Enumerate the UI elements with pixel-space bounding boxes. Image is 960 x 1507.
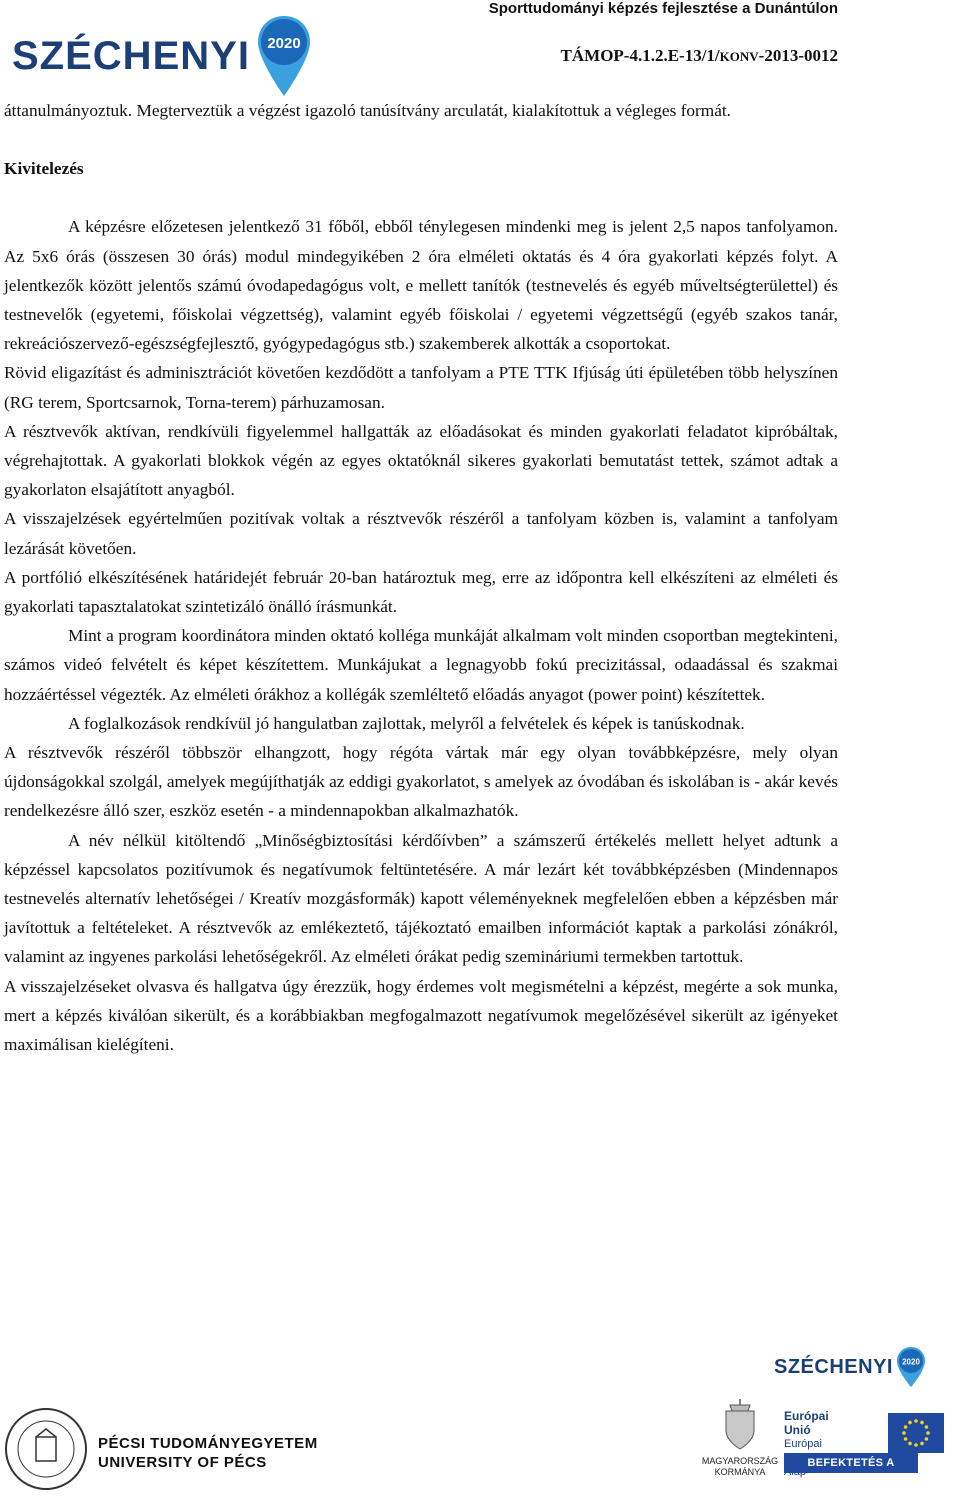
paragraph: A résztvevők részéről többször elhangzott, hogy régóta vártak már egy olyan továbbképzésre, mely olyan újdonságokkal szolgál, amelyek megújíthatják az eddigi gyakorlatot, s amelyek az óvodában és iskolában is - akár kevés rendelkezésre álló szer, eszköz esetén - a mindennapokban alkalmazhatók. <box>4 743 838 821</box>
government-logo <box>700 1397 780 1478</box>
eu-line1: Európai Unió <box>784 1409 829 1437</box>
header-org <box>489 0 838 18</box>
paragraph: A résztvevők aktívan, rendkívüli figyelemmel hallgatták az előadásokat és minden gyakorlati feladatot kipróbáltak, végrehajtottak. A gyakorlati blokkok végén az egyes oktatóknál sikeres gyakorlati bemutatást tettek, számot adtak a gyakorlaton elsajátított anyagból. <box>4 421 838 500</box>
paragraph: A foglalkozások rendkívül jó hangulatban zajlottak, melyről a felvételek és képek is tanúskodnak. <box>68 713 745 733</box>
paragraph: A portfólió elkészítésének határidejét február 20-ban határoztuk meg, erre az időpontra kell elkészíteni az elméleti és gyakorlati tapasztalatokat szintetizáló önálló írásmunkát. <box>4 567 838 617</box>
project-prefix: TÁMOP-4.1.2.E-13/1/ <box>560 46 720 65</box>
paragraph: A képzésre előzetesen jelentkező 31 főből, ebből ténylegesen mindenki meg is jelent 2,5 napos tanfolyamon. Az 5x6 órás (összesen 30 órás) modul mindegyikében 2 óra elméleti oktatás és 4 óra gyakorlati képzés folyt. A jelentkezők között jelentős számú óvodapedagógus volt, e mellett tanítók (testnevelés és egyéb műveltségterülettel) és testnevelők (egyetemi, főiskolai végzettség), valamint egyéb főiskolai / egyetemi végzettségű (egyéb szakos tanár, rekreációszervező-egészségfejlesztő, gyógypedagógus stb.) szakemberek alkották a csoportokat. <box>4 217 838 354</box>
project-sc: KONV <box>719 49 759 64</box>
szechenyi-logo-text: SZÉCHENYI <box>12 33 250 78</box>
paragraph: A visszajelzések egyértelműen pozitívak voltak a résztvevők részéről a tanfolyam közben is, valamint a tanfolyam lezárását követően. <box>4 509 838 558</box>
coat-of-arms-icon <box>720 1397 760 1451</box>
invest-banner: BEFEKTETÉS A JÖVŐBE <box>784 1453 918 1473</box>
paragraph: A visszajelzéseket olvasva és hallgatva úgy érezzük, hogy érdemes volt megismételni a képzést, megérte a sok munka, mert a képzés kiválóan sikerült, és a korábbiakban megfogalmazott negatívumok megelőzésével sikerült az igényeket maximálisan kielégíteni. <box>4 976 838 1055</box>
paragraph: Mint a program koordinátora minden oktató kolléga munkáját alkalmam volt minden csoportban megtekinteni, számos videó felvételt és képet készítettem. Munkájukat a legnagyobb fokú precizitással, odaadással és szakmai hozzáértéssel végezték. Az elméleti órákhoz a kollégák szemléltető előadás anyagot (power point) készítettek. <box>4 626 838 704</box>
project-code <box>561 46 838 66</box>
logo-year: 2020 <box>267 35 301 52</box>
szechenyi-logo <box>12 14 312 98</box>
university-name <box>98 1435 318 1471</box>
paragraph: A név nélkül kitöltendő „Minőségbiztosítási kérdőívben” a számszerű értékelés mellett helyet adtunk a képzéssel kapcsolatos pozitívumok és negatívumok feltüntetésére. A már lezárt két továbbképzésben (Mindennapos testnevelés alternatív lehetőségei / Kreatív mozgásformák) kapott véleményeknek megfelelően ebben a képzésben már javítottuk a feltételeket. A résztvevők az emlékeztető, tájékoztató emailben információt kaptak a parkolási zónákról, valamint az ingyenes parkolási lehetőségekről. Az elméleti órákat pedig szemináriumi termekben tartottuk. <box>4 830 838 967</box>
eu-flag-icon <box>888 1413 944 1453</box>
university-name-hu: PÉCSI TUDOMÁNYEGYETEM <box>98 1435 318 1452</box>
footer-map-pin-icon <box>896 1346 926 1388</box>
page-header <box>0 0 960 100</box>
footer-logos <box>0 1395 960 1507</box>
gov-line1: MAGYARORSZÁG <box>701 1456 779 1466</box>
paragraph: Rövid eligazítást és adminisztrációt követően kezdődött a tanfolyam a PTE TTK Ifjúság úti épületében több helyszínen (RG terem, Sportcsarnok, Torna-terem) párhuzamosan. <box>4 363 838 412</box>
gov-line2: KORMÁNYA <box>714 1467 766 1477</box>
university-seal-icon <box>4 1407 88 1491</box>
footer-szechenyi-text: SZÉCHENYI <box>774 1355 893 1378</box>
document-body <box>4 96 838 1059</box>
org-line: Sporttudományi képzés fejlesztése a Dunántúlon <box>488 0 838 17</box>
footer-logo-year: 2020 <box>902 1357 920 1367</box>
section-heading: Kivitelezés <box>4 159 84 179</box>
project-suffix: -2013-0012 <box>758 46 838 65</box>
eu-line2: Európai <box>784 1438 822 1450</box>
university-name-en: UNIVERSITY OF PÉCS <box>98 1454 267 1471</box>
paragraph: áttanulmányoztuk. Megterveztük a végzést igazoló tanúsítvány arculatát, kialakítottuk a végleges formát. <box>4 101 731 120</box>
footer-szechenyi-logo <box>774 1346 926 1388</box>
map-pin-logo-icon <box>256 14 312 98</box>
